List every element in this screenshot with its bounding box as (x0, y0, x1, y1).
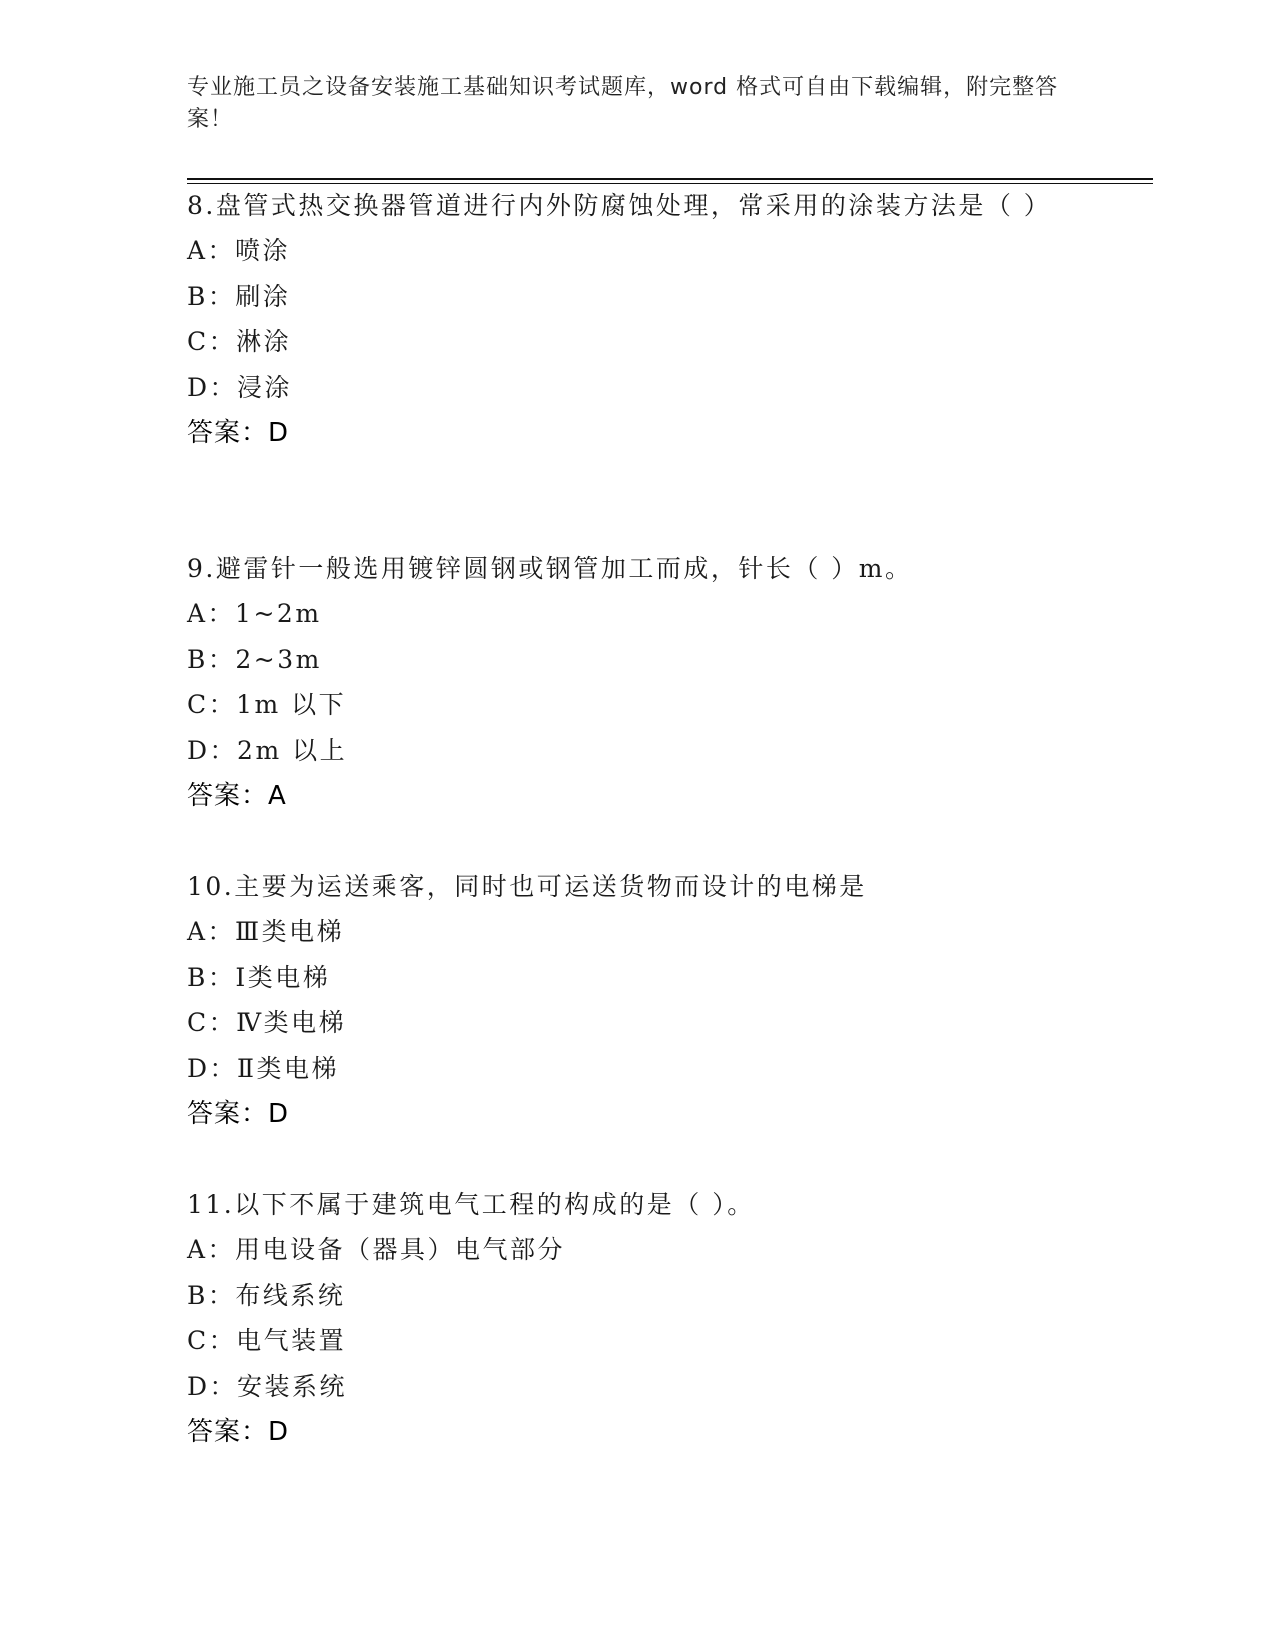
option-a: A：喷涂 (187, 236, 291, 265)
answer: 答案：A (187, 781, 287, 811)
option-c: C：淋涂 (187, 327, 292, 356)
answer: 答案：D (187, 1099, 290, 1129)
option-b: B：Ⅰ类电梯 (187, 962, 331, 992)
option-d: D：浸涂 (187, 372, 293, 402)
option-b: B：刷涂 (187, 281, 291, 311)
answer: 答案：D (187, 1417, 290, 1447)
header-rule-thick (187, 178, 1153, 180)
option-d: D：2m 以上 (187, 735, 348, 765)
option-d: D：Ⅱ类电梯 (187, 1053, 340, 1083)
option-c: C：电气装置 (187, 1326, 347, 1355)
question-9 (187, 547, 1087, 819)
question-stem: 11.以下不属于建筑电气工程的构成的是（ ）。 (187, 1190, 755, 1219)
document-intro: 专业施工员之设备安装施工基础知识考试题库，word 格式可自由下载编辑，附完整答案！ (187, 75, 1059, 132)
question-stem: 10.主要为运送乘客，同时也可运送货物而设计的电梯是 (187, 872, 867, 901)
question-10 (187, 865, 1087, 1137)
option-d: D：安装系统 (187, 1371, 348, 1401)
answer: 答案：D (187, 418, 290, 448)
question-11 (187, 1183, 1087, 1455)
option-a: A：Ⅲ类电梯 (187, 917, 345, 946)
option-a: A：用电设备（器具）电气部分 (187, 1235, 566, 1264)
question-8 (187, 184, 1087, 456)
option-b: B：2~3m (187, 644, 322, 674)
question-stem: 8.盘管式热交换器管道进行内外防腐蚀处理，常采用的涂装方法是（ ） (187, 191, 1052, 220)
option-c: C：1m 以下 (187, 690, 347, 719)
question-stem: 9.避雷针一般选用镀锌圆钢或钢管加工而成，针长（ ）m。 (187, 554, 913, 583)
option-b: B：布线系统 (187, 1280, 346, 1310)
option-a: A：1~2m (187, 599, 322, 628)
option-c: C：Ⅳ类电梯 (187, 1008, 347, 1037)
